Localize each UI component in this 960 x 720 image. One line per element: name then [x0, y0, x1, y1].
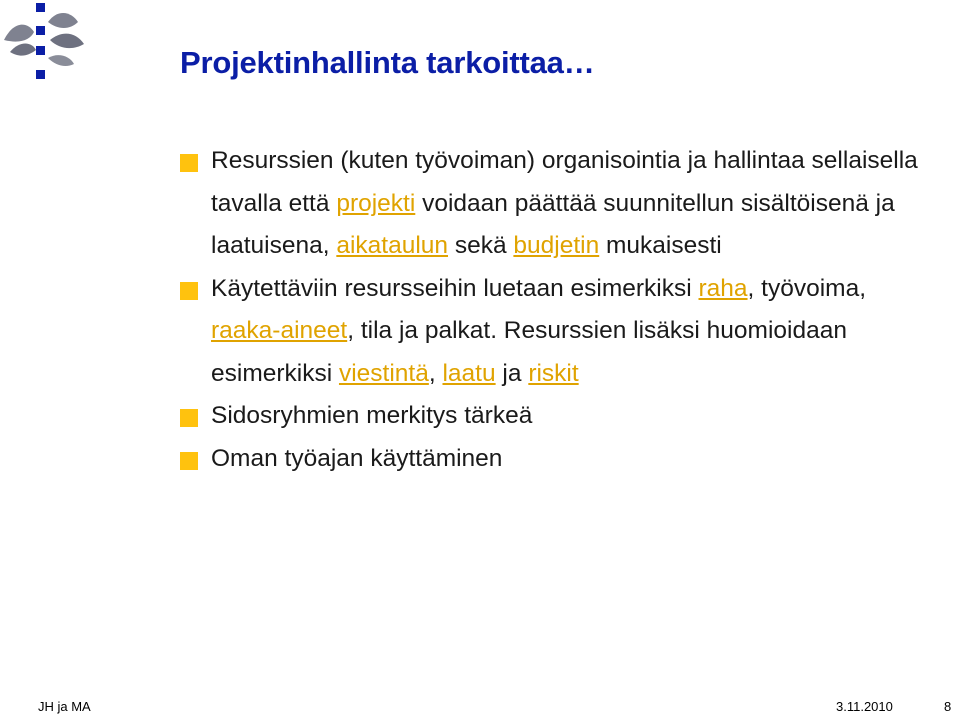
- hyperlink-raha[interactable]: raha: [698, 274, 748, 302]
- bullet-text: Oman työajan käyttäminen: [211, 444, 503, 472]
- square-bullet-icon: [180, 452, 198, 470]
- footer-author: JH ja MA: [38, 699, 91, 714]
- bullet-item: [180, 395, 940, 438]
- hyperlink-projekti[interactable]: projekti: [336, 189, 416, 217]
- hyperlink-aikataulun[interactable]: aikataulun: [336, 232, 449, 259]
- bullet-text: Käytettäviin resursseihin luetaan esimerkiksi: [211, 274, 699, 302]
- footer-page-number: 8: [944, 699, 952, 714]
- bullet-item: [180, 140, 940, 268]
- bullet-text: Sidosryhmien merkitys tärkeä: [211, 402, 533, 429]
- university-logo-icon: [0, 0, 95, 95]
- bullet-text: , tila ja palkat. Resurssien lisäksi huomioidaan esimerkiksi: [211, 317, 847, 387]
- bullet-list: [180, 140, 940, 480]
- footer-date: 3.11.2010: [836, 699, 893, 714]
- square-bullet-icon: [180, 282, 198, 300]
- bullet-text: ja: [495, 359, 529, 387]
- square-bullet-icon: [180, 154, 198, 172]
- bullet-text: mukaisesti: [599, 232, 722, 259]
- hyperlink-laatu[interactable]: laatu: [442, 359, 496, 387]
- hyperlink-riskit[interactable]: riskit: [528, 359, 579, 387]
- bullet-text: Resurssien (kuten työvoiman) organisointia ja hallintaa sellaisella tavalla että: [211, 147, 918, 217]
- bullet-text: sekä: [448, 232, 514, 259]
- bullet-text: , työvoima,: [747, 274, 867, 302]
- hyperlink-budjetin[interactable]: budjetin: [513, 232, 600, 259]
- hyperlink-viestintä[interactable]: viestintä: [338, 359, 429, 387]
- square-bullet-icon: [180, 409, 198, 427]
- bullet-item: [180, 268, 940, 396]
- slide-title: Projektinhallinta tarkoittaa…: [180, 45, 595, 80]
- bullet-item: [180, 438, 940, 481]
- bullet-text: ,: [428, 359, 443, 387]
- bullet-text: voidaan päättää suunnitellun sisältöisenä ja laatuisena,: [211, 189, 895, 259]
- hyperlink-raaka-aineet[interactable]: raaka-aineet: [211, 317, 348, 344]
